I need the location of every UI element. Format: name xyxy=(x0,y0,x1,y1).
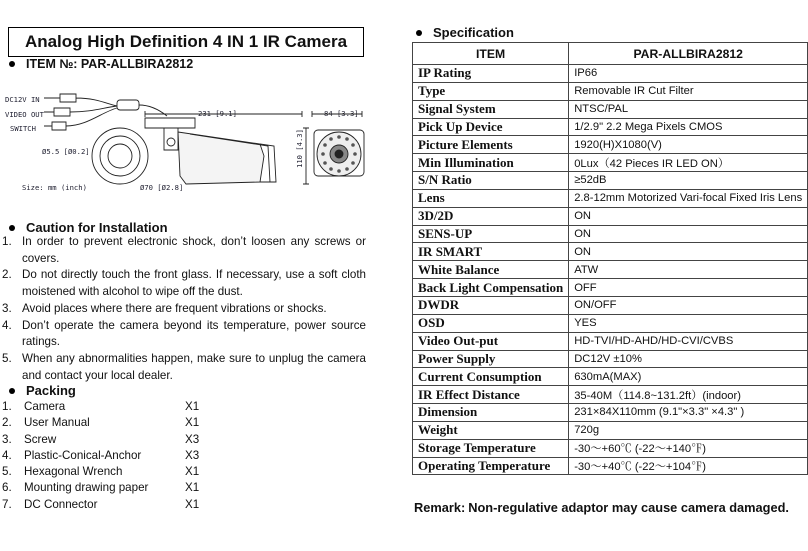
label-hole-diameter: Ø5.5 [Ø0.2] xyxy=(42,147,90,156)
spec-item-value: -30～+40℃ (-22～+104℉) xyxy=(569,457,808,475)
label-front-dimension: 84 [3.3] xyxy=(324,109,359,118)
camera-body xyxy=(178,132,264,184)
remark xyxy=(414,500,789,515)
spec-item-name: IR SMART xyxy=(413,243,569,261)
packing-item xyxy=(2,399,212,415)
spec-row xyxy=(413,261,808,279)
label-circle-diameter: Ø70 [Ø2.8] xyxy=(140,183,184,192)
spec-item-value: ATW xyxy=(569,261,808,279)
document-title xyxy=(8,27,364,57)
spec-item-name: Dimension xyxy=(413,404,569,422)
spec-item-value: 35-40M（114.8~131.2ft）(indoor) xyxy=(569,386,808,404)
caution-item-number: 4. xyxy=(2,318,12,332)
spec-item-name: Storage Temperature xyxy=(413,439,569,457)
spec-header-item: ITEM xyxy=(413,43,569,65)
spec-item-value: ON xyxy=(569,207,808,225)
title-text: Analog High Definition 4 IN 1 IR Camera xyxy=(24,32,348,51)
spec-item-name: Current Consumption xyxy=(413,368,569,386)
cable-dc-in xyxy=(44,94,117,106)
spec-header-row xyxy=(413,43,808,65)
caution-item-text: When any abnormalities happen, make sure to unplug the camera and contact your local dealer. xyxy=(22,351,366,382)
spec-row xyxy=(413,225,808,243)
packing-item-number: 4. xyxy=(2,448,12,462)
spec-item-value: Removable IR Cut Filter xyxy=(569,82,808,100)
spec-row xyxy=(413,118,808,136)
spec-item-name: Lens xyxy=(413,189,569,207)
spec-item-value: HD-TVI/HD-AHD/HD-CVI/CVBS xyxy=(569,332,808,350)
spec-row xyxy=(413,457,808,475)
spec-item-name: DWDR xyxy=(413,296,569,314)
caution-item xyxy=(2,301,366,318)
spec-row xyxy=(413,386,808,404)
packing-item xyxy=(2,480,212,496)
packing-item xyxy=(2,448,212,464)
spec-item-name: IR Effect Distance xyxy=(413,386,569,404)
caution-item-text: In order to prevent electronic shock, don’t loosen any screws or covers. xyxy=(22,235,366,265)
caution-item xyxy=(2,234,366,267)
packing-item-qty: X1 xyxy=(185,465,200,479)
caution-item xyxy=(2,267,366,300)
packing-item-name: Mounting drawing paper xyxy=(24,481,149,495)
packing-item-qty: X1 xyxy=(185,400,200,413)
remark-text: Non-regulative adaptor may cause camera damaged. xyxy=(468,500,789,515)
packing-list xyxy=(2,399,212,513)
packing-item-qty: X1 xyxy=(185,481,200,495)
spec-row xyxy=(413,332,808,350)
spec-item-name: Signal System xyxy=(413,100,569,118)
spec-item-value: NTSC/PAL xyxy=(569,100,808,118)
spec-row xyxy=(413,350,808,368)
packing-item-number: 3. xyxy=(2,432,12,446)
cable-video-out xyxy=(44,106,117,116)
remark-label: Remark: xyxy=(414,500,466,515)
label-switch: SWITCH xyxy=(10,124,36,133)
label-video-out: VIDEO OUT xyxy=(5,110,44,119)
bullet-icon xyxy=(9,225,15,231)
spec-row xyxy=(413,189,808,207)
spec-header-model: PAR-ALLBIRA2812 xyxy=(569,43,808,65)
camera-dimension-drawing xyxy=(2,84,372,202)
label-height-dimension: 110 [4.3] xyxy=(295,129,304,168)
packing-item-qty: X1 xyxy=(185,416,200,430)
packing-item-number: 1. xyxy=(2,400,12,413)
packing-item-qty: X3 xyxy=(185,448,200,462)
spec-item-value: -30～+60℃ (-22～+140℉) xyxy=(569,439,808,457)
spec-item-value: YES xyxy=(569,314,808,332)
spec-row xyxy=(413,421,808,439)
spec-item-value: 1/2.9" 2.2 Mega Pixels CMOS xyxy=(569,118,808,136)
spec-item-value: ON xyxy=(569,225,808,243)
spec-item-name: Picture Elements xyxy=(413,136,569,154)
mount-bracket xyxy=(145,118,195,128)
spec-row xyxy=(413,296,808,314)
bullet-icon xyxy=(9,388,15,394)
spec-item-name: 3D/2D xyxy=(413,207,569,225)
packing-item-qty: X1 xyxy=(185,497,200,511)
spec-item-name: Back Light Compensation xyxy=(413,279,569,297)
cable-junction xyxy=(117,100,139,110)
packing-item-name: Hexagonal Wrench xyxy=(24,465,123,479)
spec-item-name: Video Out-put xyxy=(413,332,569,350)
caution-list xyxy=(2,234,366,384)
packing-item xyxy=(2,497,212,513)
spec-item-value: 0Lux（42 Pieces IR LED ON） xyxy=(569,154,808,172)
item-number xyxy=(9,57,193,71)
spec-row xyxy=(413,136,808,154)
spec-item-name: OSD xyxy=(413,314,569,332)
caution-heading xyxy=(9,220,168,235)
caution-item-number: 1. xyxy=(2,235,12,248)
label-size-note: Size: mm (inch) xyxy=(22,183,87,192)
spec-item-name: Power Supply xyxy=(413,350,569,368)
spec-item-value: 231×84X110mm (9.1"×3.3" ×4.3" ) xyxy=(569,404,808,422)
packing-heading xyxy=(9,383,76,398)
caution-item-number: 5. xyxy=(2,351,12,365)
packing-item-number: 6. xyxy=(2,481,12,495)
label-length-dimension: 231 [9.1] xyxy=(198,109,237,118)
spec-item-value: 720g xyxy=(569,421,808,439)
packing-item-name: User Manual xyxy=(24,416,90,430)
specification-heading xyxy=(416,25,514,40)
spec-row xyxy=(413,404,808,422)
packing-item-name: Camera xyxy=(24,400,66,413)
spec-row xyxy=(413,82,808,100)
spec-item-name: SENS-UP xyxy=(413,225,569,243)
caution-item-number: 2. xyxy=(2,268,12,282)
spec-item-name: Type xyxy=(413,82,569,100)
spec-item-value: 630mA(MAX) xyxy=(569,368,808,386)
spec-item-value: 1920(H)X1080(V) xyxy=(569,136,808,154)
spec-item-value: 2.8-12mm Motorized Vari-focal Fixed Iris Lens xyxy=(569,189,808,207)
caution-heading-text: Caution for Installation xyxy=(26,220,168,235)
spec-row xyxy=(413,100,808,118)
spec-row xyxy=(413,207,808,225)
spec-row xyxy=(413,65,808,83)
bullet-icon xyxy=(416,30,422,36)
spec-item-value: ON/OFF xyxy=(569,296,808,314)
bullet-icon xyxy=(9,61,15,67)
spec-row xyxy=(413,314,808,332)
packing-item xyxy=(2,415,212,431)
spec-row xyxy=(413,154,808,172)
spec-item-value: IP66 xyxy=(569,65,808,83)
packing-item-name: Screw xyxy=(24,432,57,446)
spec-item-value: DC12V ±10% xyxy=(569,350,808,368)
spec-item-name: Weight xyxy=(413,421,569,439)
spec-row xyxy=(413,368,808,386)
packing-item-name: DC Connector xyxy=(24,497,98,511)
spec-row xyxy=(413,439,808,457)
packing-item-number: 7. xyxy=(2,497,12,511)
packing-item xyxy=(2,432,212,448)
spec-row xyxy=(413,279,808,297)
label-dc12v-in: DC12V IN xyxy=(5,95,40,104)
spec-item-name: White Balance xyxy=(413,261,569,279)
spec-item-name: Operating Temperature xyxy=(413,457,569,475)
specification-heading-text: Specification xyxy=(433,25,514,40)
spec-row xyxy=(413,243,808,261)
caution-item-text: Avoid places where there are frequent vibrations or shocks. xyxy=(22,301,327,315)
packing-item-number: 5. xyxy=(2,465,12,479)
caution-item xyxy=(2,351,366,384)
spec-row xyxy=(413,172,808,190)
spec-item-name: IP Rating xyxy=(413,65,569,83)
spec-item-value: ON xyxy=(569,243,808,261)
caution-item-number: 3. xyxy=(2,301,12,315)
caution-item xyxy=(2,318,366,351)
caution-item-text: Do not directly touch the front glass. If necessary, use a soft cloth moistened with alcohol to wipe off the dust. xyxy=(22,268,366,299)
packing-item xyxy=(2,464,212,480)
spec-item-value: OFF xyxy=(569,279,808,297)
caution-item-text: Don’t operate the camera beyond its temperature, power source ratings. xyxy=(22,318,366,349)
packing-heading-text: Packing xyxy=(26,383,76,398)
packing-item-qty: X3 xyxy=(185,432,200,446)
specification-table xyxy=(412,42,808,475)
item-number-text: ITEM №: PAR-ALLBIRA2812 xyxy=(26,57,194,71)
spec-item-name: Pick Up Device xyxy=(413,118,569,136)
packing-item-name: Plastic-Conical-Anchor xyxy=(24,448,142,462)
spec-item-name: S/N Ratio xyxy=(413,172,569,190)
spec-item-value: ≥52dB xyxy=(569,172,808,190)
spec-item-name: Min Illumination xyxy=(413,154,569,172)
packing-item-number: 2. xyxy=(2,416,12,430)
